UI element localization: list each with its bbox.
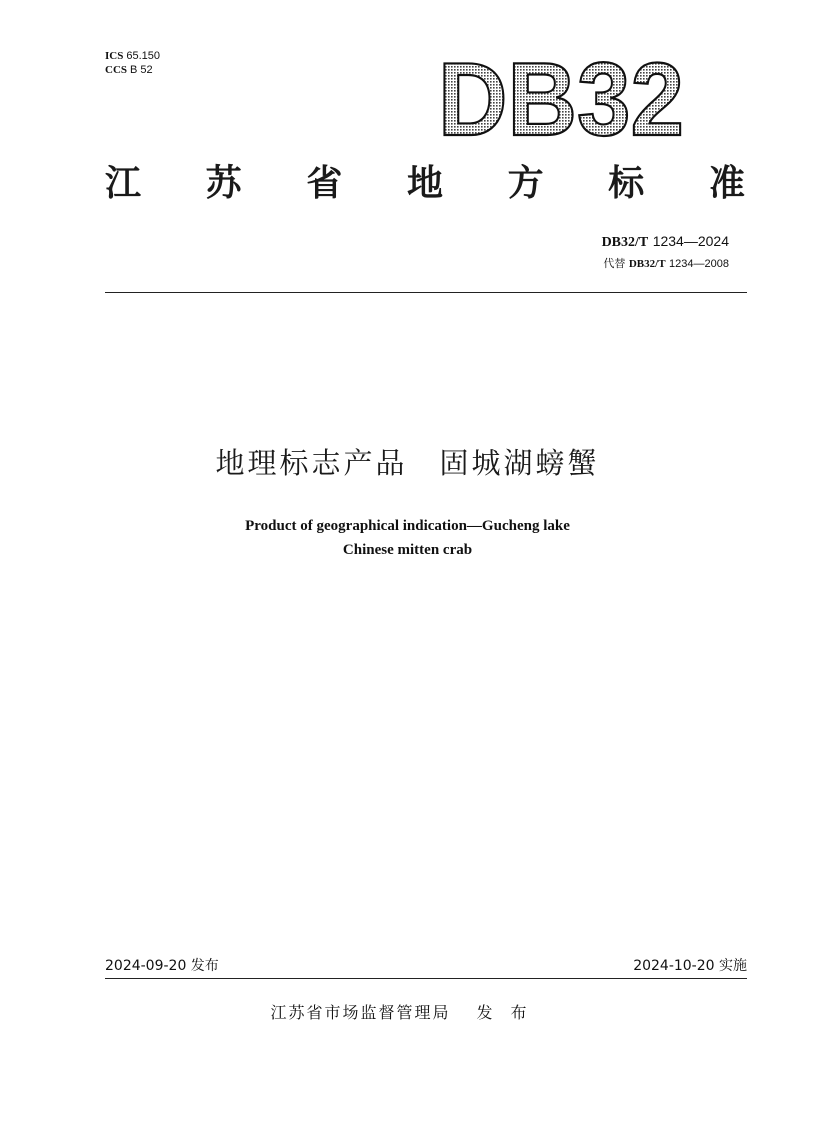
ics-value: 65.150 — [126, 50, 160, 62]
title-en-line-2: Chinese mitten crab — [342, 542, 473, 558]
replaces-standard — [603, 257, 729, 271]
standard-number-prefix: DB32/T — [601, 235, 649, 250]
standard-type-char: 省 — [306, 163, 343, 204]
ccs-value: B 52 — [130, 64, 153, 76]
logo-text: DB32 — [438, 45, 684, 145]
ics-label: ICS — [105, 50, 124, 62]
db32-logo — [436, 45, 686, 145]
ccs-code — [105, 63, 160, 77]
standard-number-value: 1234—2024 — [652, 233, 729, 249]
publisher-line — [0, 1002, 815, 1024]
document-title-en — [0, 514, 815, 562]
standard-type-char: 江 — [105, 163, 142, 204]
standard-number — [602, 232, 729, 252]
replaces-number: 1234—2008 — [669, 258, 729, 270]
classification-codes — [105, 49, 160, 77]
title-en-line-1: Product of geographical indication—Gucheng lake — [245, 518, 570, 534]
issue-date: 2024-09-20 发布 — [105, 958, 219, 974]
ics-code — [105, 49, 160, 63]
publisher-name: 江苏省市场监督管理局 — [270, 1003, 451, 1022]
replaces-label: 代替 — [603, 257, 626, 270]
publisher-action: 发布 — [476, 1003, 545, 1022]
implementation-date: 2024-10-20 实施 — [633, 958, 747, 974]
ccs-label: CCS — [105, 64, 128, 76]
standard-type-char: 方 — [507, 163, 544, 204]
top-divider — [105, 292, 747, 293]
standard-type-char: 准 — [708, 163, 745, 204]
standard-type-char: 苏 — [205, 163, 242, 204]
document-title-cn: 地理标志产品 固城湖螃蟹 — [215, 446, 600, 480]
bottom-divider — [105, 978, 747, 979]
standard-type-char: 标 — [608, 163, 645, 204]
standard-type-heading — [105, 160, 745, 208]
standard-type-char: 地 — [406, 163, 443, 204]
replaces-prefix: DB32/T — [628, 258, 666, 270]
